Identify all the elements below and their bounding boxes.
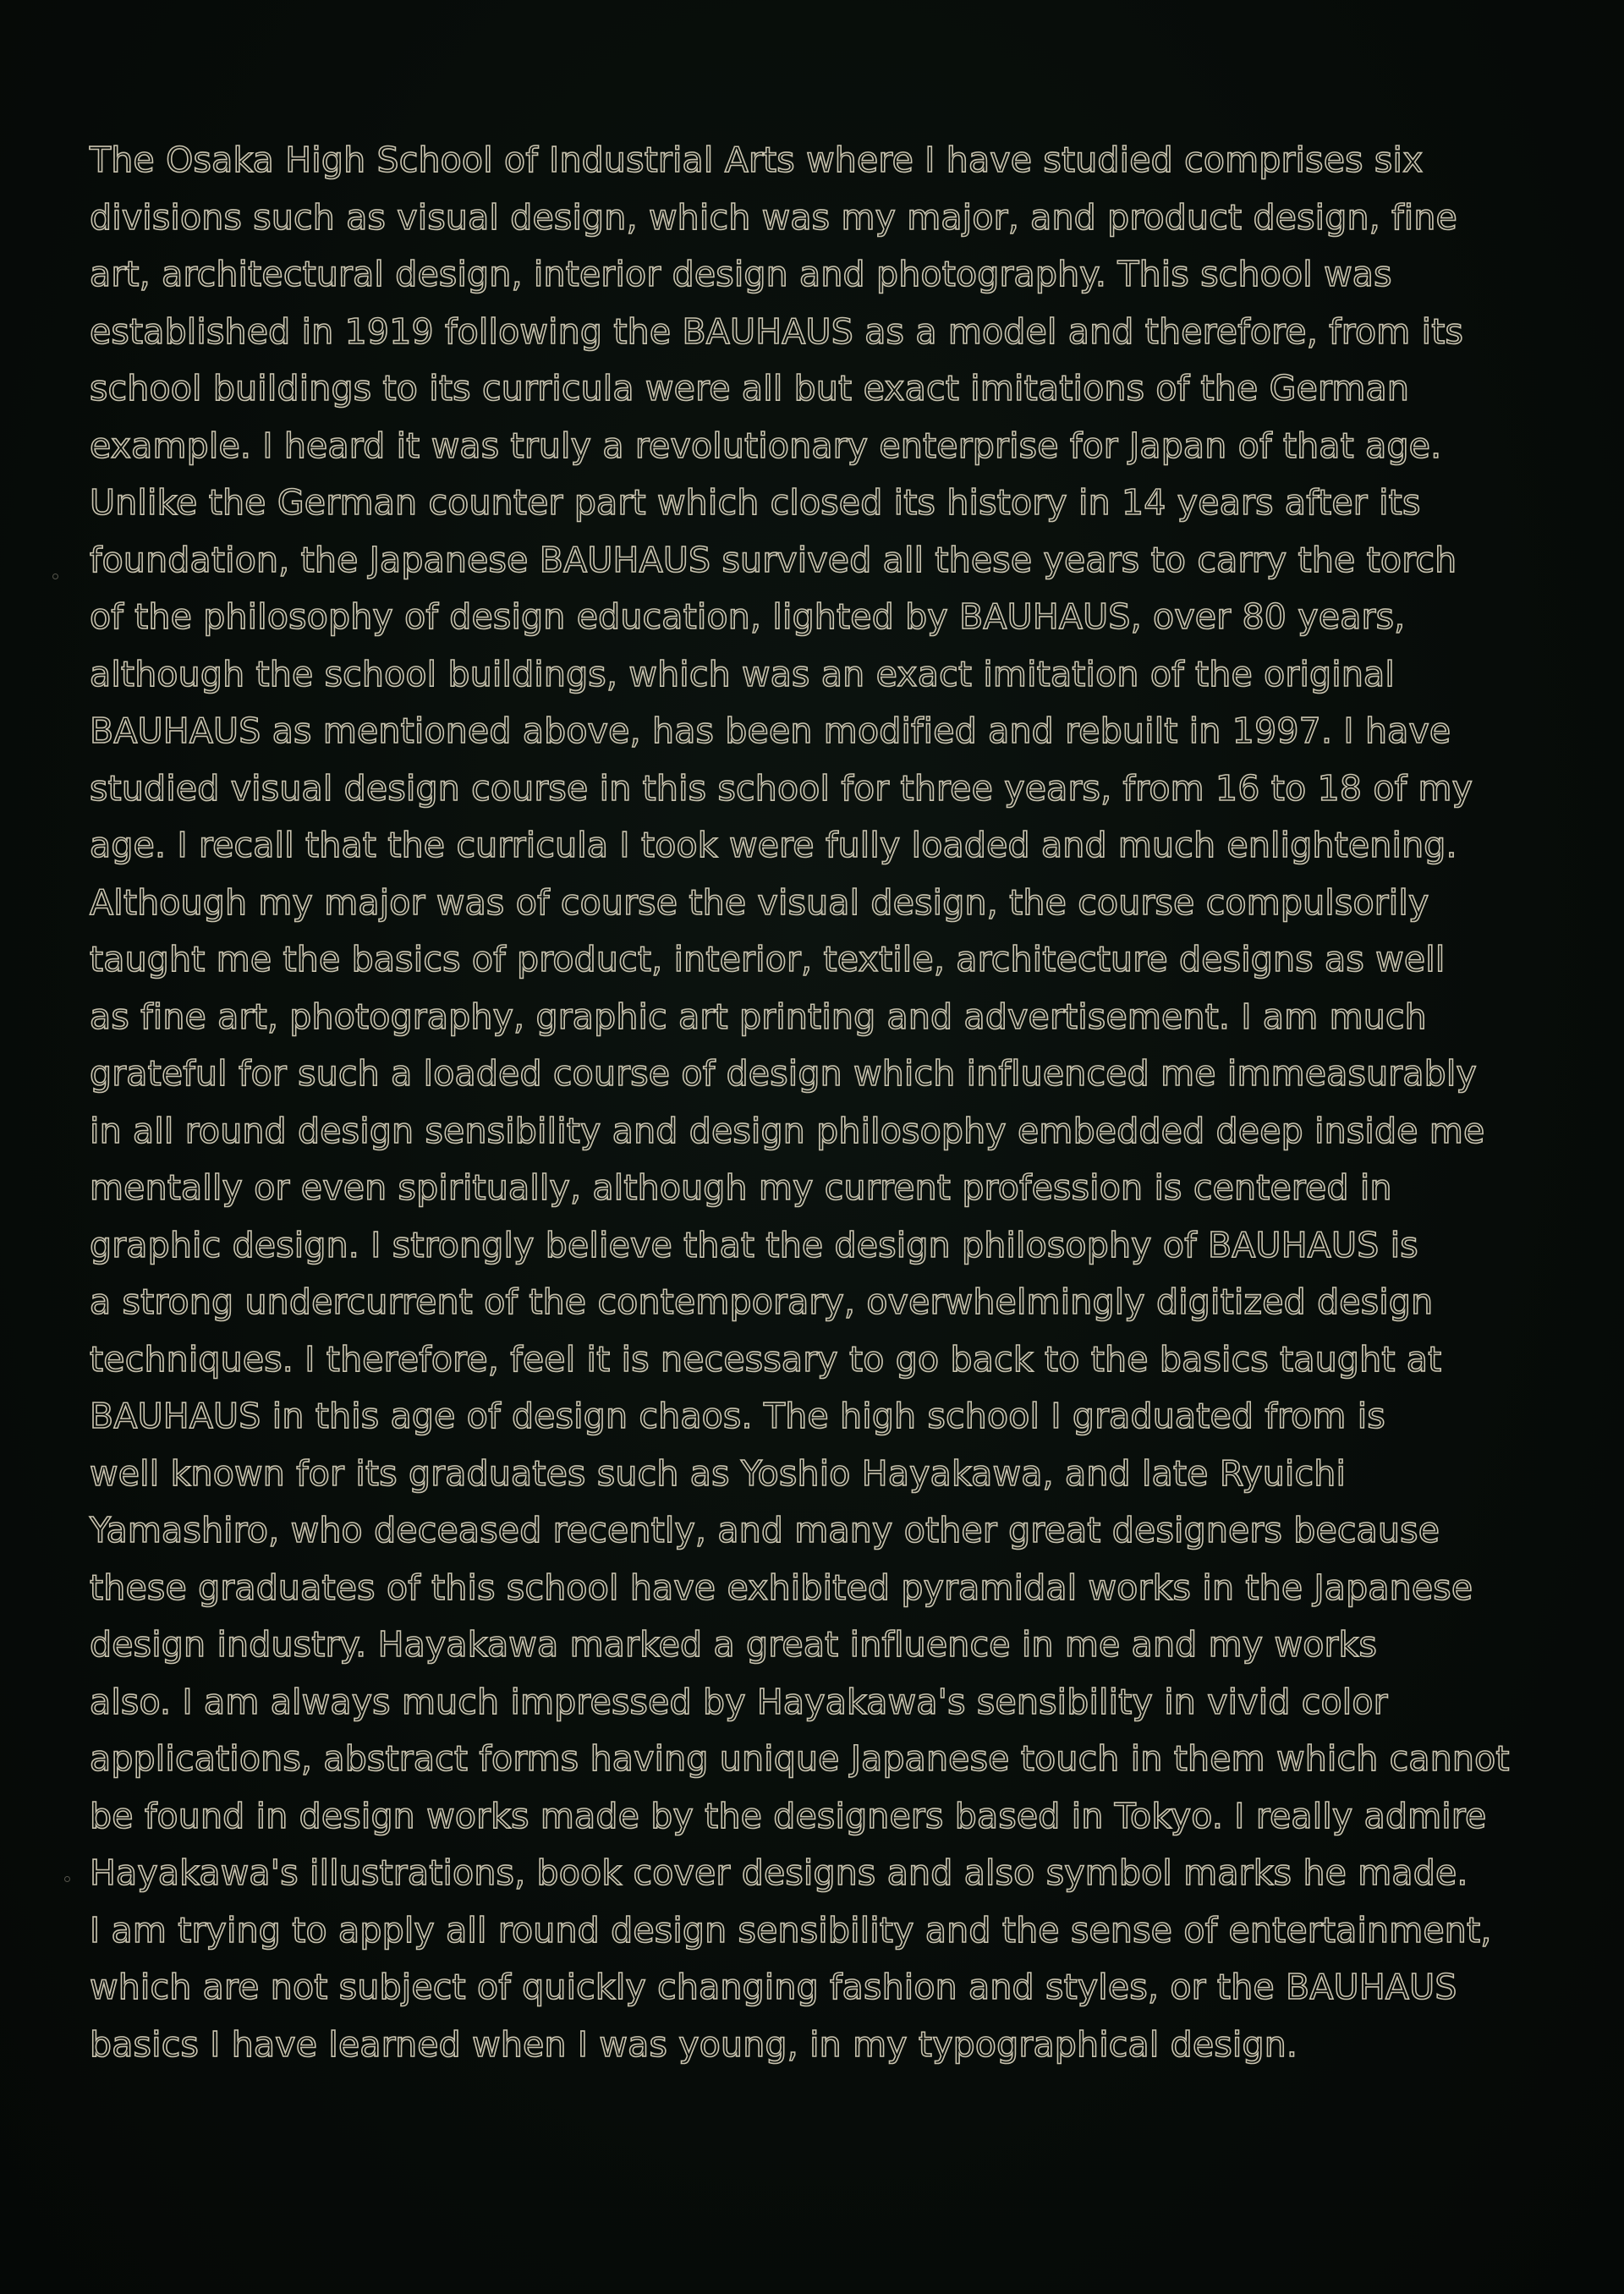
- essay-line: BAUHAUS as mentioned above, has been modified and rebuilt in 1997. I have: [90, 711, 1451, 751]
- essay-line: as fine art, photography, graphic art printing and advertisement. I am much: [90, 996, 1427, 1037]
- essay-line: taught me the basics of product, interior, textile, architecture designs as well: [90, 939, 1446, 980]
- essay-line: school buildings to its curricula were all but exact imitations of the German: [90, 368, 1410, 409]
- essay-line: divisions such as visual design, which was my major, and product design, fine: [90, 196, 1457, 238]
- essay-line: Unlike the German counter part which closed its history in 14 years after its: [90, 482, 1421, 523]
- essay-line: design industry. Hayakawa marked a great influence in me and my works: [90, 1624, 1378, 1665]
- essay-line: techniques. I therefore, feel it is necessary to go back to the basics taught at: [90, 1338, 1442, 1380]
- essay-line: of the philosophy of design education, lighted by BAUHAUS, over 80 years,: [90, 596, 1406, 637]
- essay-line: applications, abstract forms having unique Japanese touch in them which cannot: [90, 1738, 1510, 1779]
- essay-line: foundation, the Japanese BAUHAUS survived all these years to carry the torch: [90, 539, 1457, 580]
- essay-line: BAUHAUS in this age of design chaos. The high school I graduated from is: [90, 1396, 1385, 1436]
- essay-line: studied visual design course in this school for three years, from 16 to 18 of my: [90, 767, 1473, 809]
- essay-line: although the school buildings, which was an exact imitation of the original: [90, 653, 1395, 694]
- essay-line: which are not subject of quickly changing fashion and styles, or the BAUHAUS: [90, 1967, 1457, 2007]
- dust-speck: [64, 1876, 70, 1882]
- essay-paragraph: [90, 132, 1561, 2073]
- essay-line: I am trying to apply all round design sensibility and the sense of entertainment,: [90, 1909, 1492, 1951]
- essay-line: art, architectural design, interior design and photography. This school was: [90, 254, 1392, 294]
- essay-line: graphic design. I strongly believe that the design philosophy of BAUHAUS is: [90, 1224, 1418, 1265]
- essay-line: The Osaka High School of Industrial Arts where I have studied comprises six: [90, 140, 1424, 180]
- dust-speck: [52, 574, 58, 579]
- essay-line: age. I recall that the curricula I took were fully loaded and much enlightening.: [90, 825, 1457, 865]
- essay-line: also. I am always much impressed by Hayakawa's sensibility in vivid color: [90, 1681, 1388, 1722]
- essay-line: Yamashiro, who deceased recently, and many other great designers because: [90, 1510, 1440, 1550]
- essay-line: in all round design sensibility and design philosophy embedded deep inside me: [90, 1110, 1485, 1151]
- essay-line: Hayakawa's illustrations, book cover designs and also symbol marks he made.: [90, 1852, 1468, 1893]
- essay-line: basics I have learned when I was young, in my typographical design.: [90, 2023, 1298, 2065]
- essay-line: be found in design works made by the designers based in Tokyo. I really admire: [90, 1795, 1487, 1836]
- essay-line: a strong undercurrent of the contemporary, overwhelmingly digitized design: [90, 1281, 1434, 1322]
- essay-line: these graduates of this school have exhibited pyramidal works in the Japanese: [90, 1567, 1473, 1608]
- essay-line: established in 1919 following the BAUHAUS as a model and therefore, from its: [90, 310, 1464, 352]
- essay-line: example. I heard it was truly a revolutionary enterprise for Japan of that age.: [90, 425, 1442, 466]
- essay-line: grateful for such a loaded course of design which influenced me immeasurably: [90, 1053, 1477, 1094]
- essay-line: Although my major was of course the visual design, the course compulsorily: [90, 881, 1429, 923]
- essay-line: mentally or even spiritually, although my current profession is centered in: [90, 1167, 1392, 1208]
- essay-line: well known for its graduates such as Yoshio Hayakawa, and late Ryuichi: [90, 1452, 1347, 1494]
